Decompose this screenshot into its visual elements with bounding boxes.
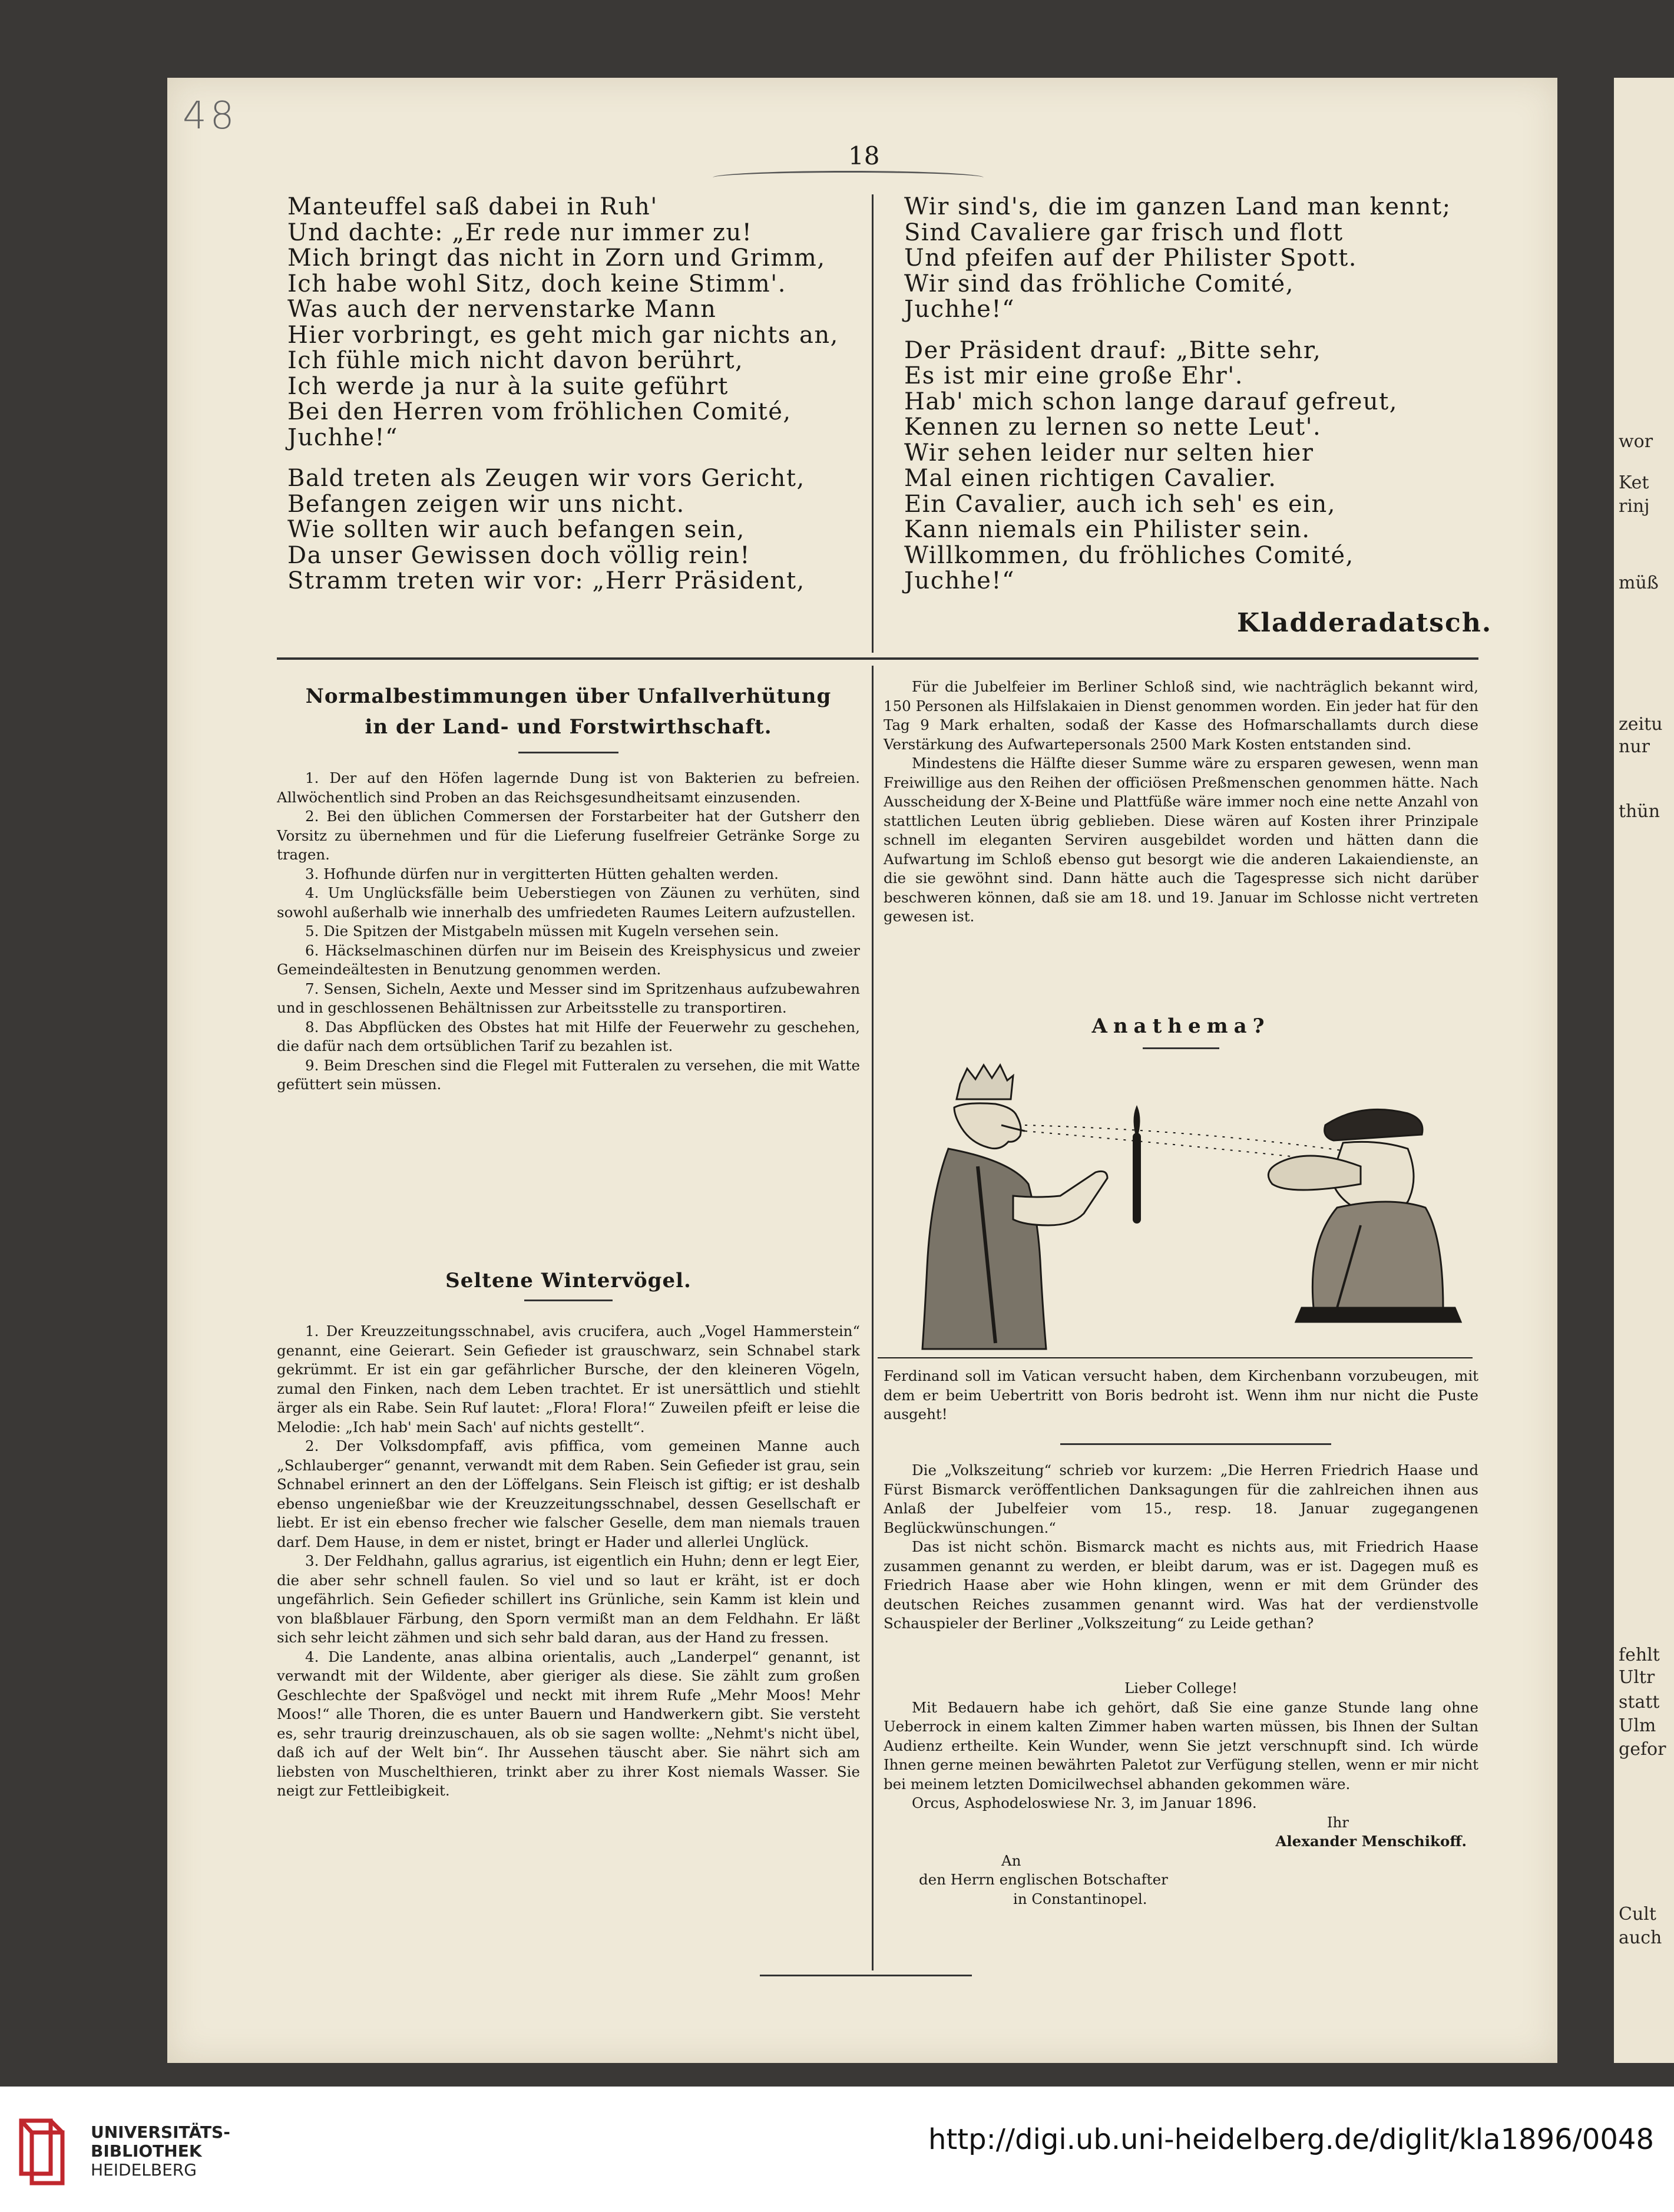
- poem-line: Hab' mich schon lange darauf gefreut,: [904, 388, 1398, 415]
- end-rule: [760, 1975, 972, 1976]
- paragraph: 4. Die Landente, anas albina orientalis, auch „Landerpel“ genannt, ist verwandt mit der Wildente, aber gieriger als diese. Sie zählt zum großen Geschlechte der Spaßvögel und neckt mit ihrem Rufe „Mehr Moos! Mehr Moos!“ alle Thoren, die es unter Bauern und Handwerkern gibt. Sie versteht es, sehr traurig dreinzuschauen, als ob sie sagen wollte: „Nehmt's nicht übel, daß ich auf der Welt bin“. Ihr Aussehen täuscht aber. Sie nährt sich am liebsten von Muschelthieren, trinkt aber zu ihrer Kost niemals Wasser. Sie neigt zur Fettleibigkeit.: [277, 1648, 860, 1799]
- paragraph: 2. Bei den üblichen Commersen der Forstarbeiter hat der Gutsherr den Vorsitz zu übernehmen und für die Lieferung fuselfreier Getränke Sorge zu tragen.: [277, 808, 860, 863]
- title-ornament: [518, 752, 618, 753]
- caricature-illustration: [878, 1060, 1473, 1367]
- letter-address: den Herrn englischen Botschafter: [919, 1871, 1168, 1888]
- caption-text: Ferdinand soll im Vatican versucht haben, dem Kirchenbann vorzubeugen, mit dem er beim Uebertritt von Boris bedroht ist. Wenn ihm nur nicht die Puste ausgeht!: [884, 1367, 1478, 1423]
- poem-line: Ich habe wohl Sitz, doch keine Stimm'.: [287, 270, 786, 297]
- paragraph: 1. Der auf den Höfen lagernde Dung ist von Bakterien zu befreien. Allwöchentlich sind Proben an das Reichsgesundheitsamt einzusenden.: [277, 769, 860, 806]
- poem-line: Ich werde ja nur à la suite geführt: [287, 372, 729, 400]
- adjacent-fragment: statt: [1619, 1692, 1660, 1712]
- winter-article-body: [277, 1322, 860, 1801]
- adjacent-fragment: Ulm: [1619, 1715, 1656, 1736]
- poem-line: Ein Cavalier, auch ich seh' es ein,: [904, 490, 1336, 518]
- paragraph: 4. Um Unglücksfälle beim Ueberstiegen von Zäunen zu verhüten, sind sowohl außerhalb wie innerhalb des umfriedeten Raumes Leitern aufzustellen.: [277, 884, 860, 921]
- poem-line: Mich bringt das nicht in Zorn und Grimm,: [287, 244, 826, 272]
- anathema-caption: [884, 1367, 1478, 1424]
- adjacent-fragment: thün: [1619, 801, 1660, 822]
- header-ornament: [713, 171, 984, 184]
- paragraph: 1. Der Kreuzzeitungsschnabel, avis crucifera, auch „Vogel Hammerstein“ genannt, eine Geierart. Sein Gefieder ist grauschwarz, sein Schnabel stark gekrümmt. Er ist ein gar gefährlicher Bursche, der den kleineren Vögeln, zumal den Finken, nach dem Leben trachtet. Er ist unersättlich und stiehlt ärger als ein Rabe. Sein Ruf lautet: „Flora! Flora!“ Zuweilen pfeift er leise die Melodie: „Ich hab' mein Sach' auf nichts gestellt“.: [277, 1322, 860, 1436]
- poem-line: Und pfeifen auf der Philister Spott.: [904, 244, 1357, 272]
- poem-stanza: [904, 194, 1451, 323]
- poem-stanza: [287, 194, 839, 451]
- poem-line: Befangen zeigen wir uns nicht.: [287, 490, 685, 518]
- poem-stanza: [287, 466, 839, 594]
- poem-line: Hier vorbringt, es geht mich gar nichts an,: [287, 321, 839, 349]
- column-divider: [872, 194, 874, 653]
- adjacent-fragment: zeitu: [1619, 714, 1663, 735]
- poem-line: Da unser Gewissen doch völlig rein!: [287, 541, 750, 569]
- paragraph: 6. Häckselmaschinen dürfen nur im Beisein des Kreisphysicus und zweier Gemeindeältesten in Benutzung genommen werden.: [277, 941, 860, 978]
- paragraph: 7. Sensen, Sicheln, Aexte und Messer sind im Spritzenhaus aufzubewahren und in geschlossenen Behältnissen zur Arbeitsstelle zu transportiren.: [277, 980, 860, 1016]
- title-ornament: [524, 1300, 613, 1301]
- adjacent-fragment: wor: [1619, 431, 1653, 452]
- poem-left-column: [287, 194, 839, 610]
- paragraph: 3. Der Feldhahn, gallus agrarius, ist eigentlich ein Huhn; denn er legt Eier, die aber sehr schnell faulen. So viel und so laut er kräht, ist er doch ungefährlich. Sein Gefieder schillert ins Grünliche, sein Kamm ist klein und von blaßblauer Färbung, den Sporn vermißt man an dem Feldhahn. Er läßt sich sehr leicht zähmen und sich sehr bald daran, aus der Hand zu fressen.: [277, 1552, 860, 1646]
- source-url-link[interactable]: http://digi.ub.uni-heidelberg.de/diglit/kla1896/0048: [928, 2123, 1654, 2156]
- poem-line: Mal einen richtigen Cavalier.: [904, 465, 1277, 492]
- library-name[interactable]: [91, 2123, 230, 2180]
- adjacent-fragment: rinj: [1619, 496, 1650, 517]
- poem-line: Bald treten als Zeugen wir vors Gericht,: [287, 465, 805, 492]
- section-title-normal: [277, 681, 860, 742]
- paragraph: Die „Volkszeitung“ schrieb vor kurzem: „Die Herren Friedrich Haase und Fürst Bismarck veröffentlichen Danksagungen für die zahlreichen ihnen aus Anlaß der Jubelfeier vom 15., resp. 18. Januar zugegangenen Beglückwünschungen.“: [884, 1462, 1478, 1536]
- paragraph: 9. Beim Dreschen sind die Flegel mit Futteralen zu versehen, die mit Watte gefüttert sein müssen.: [277, 1056, 860, 1093]
- adjacent-fragment: fehlt: [1619, 1645, 1660, 1665]
- letter-address: An: [1001, 1851, 1021, 1869]
- section-title-winter: Seltene Wintervögel.: [445, 1269, 692, 1292]
- paragraph: 3. Hofhunde dürfen nur in vergitterten Hütten gehalten werden.: [305, 865, 779, 882]
- poem-line: Wie sollten wir auch befangen sein,: [287, 516, 745, 543]
- title-line: in der Land- und Forstwirthschaft.: [365, 715, 772, 739]
- adjacent-fragment: Cult: [1619, 1904, 1656, 1925]
- poem-line: Juchhe!“: [904, 567, 1015, 594]
- adjacent-fragment: Ultr: [1619, 1667, 1655, 1688]
- letter-text: Mit Bedauern habe ich gehört, daß Sie eine ganze Stunde lang ohne Ueberrock in einem kalten Zimmer haben warten müssen, bis Ihnen der Sultan Audienz ertheilte. Kein Wunder, wenn Sie jetzt verschnupft sind. Ich würde Ihnen gerne meinen bewährten Paletot zur Verfügung stellen, wenn er mir nicht bei meinem letzten Domicilwechsel abhanden gekommen wäre.: [884, 1698, 1478, 1793]
- page-number: 18: [848, 141, 880, 170]
- poem-line: Wir sind das fröhliche Comité,: [904, 270, 1294, 297]
- letter-address: in Constantinopel.: [1013, 1890, 1147, 1907]
- poem-line: Kann niemals ein Philister sein.: [904, 516, 1311, 543]
- poem-right-column: [904, 194, 1451, 610]
- volkszeitung-article-body: [884, 1461, 1478, 1634]
- caption-rule: [1060, 1443, 1331, 1445]
- section-title-anathema: Anathema?: [1091, 1014, 1271, 1038]
- library-name-line: BIBLIOTHEK: [91, 2141, 202, 2161]
- letter-closing: Ihr: [1326, 1813, 1349, 1831]
- section-divider: [277, 657, 1478, 660]
- adjacent-fragment: müß: [1619, 573, 1659, 593]
- poem-line: Juchhe!“: [904, 296, 1015, 323]
- title-line: Normalbestimmungen über Unfallverhütung: [305, 685, 832, 708]
- adjacent-fragment: Ket: [1619, 472, 1649, 493]
- adjacent-page-edge: [1614, 78, 1674, 2063]
- title-ornament: [1143, 1047, 1219, 1049]
- letter-place-date: Orcus, Asphodeloswiese Nr. 3, im Januar 1896.: [912, 1794, 1257, 1811]
- university-library-logo-icon[interactable]: [15, 2109, 74, 2185]
- pencil-page-mark: 48: [183, 94, 238, 138]
- adjacent-fragment: auch: [1619, 1927, 1662, 1948]
- poem-line: Und dachte: „Er rede nur immer zu!: [287, 219, 753, 246]
- paragraph: 2. Der Volksdompfaff, avis pfiffica, vom gemeinen Manne auch „Schlauberger“ genannt, verwandt mit dem Raben. Sein Gefieder ist grau, sein Schnabel erinnert an den der Löffelgans. Sein Fleisch ist giftig; er ist deshalb ebenso ungenießbar wie der Kreuzzeitungsschnabel, dessen Gesellschaft er liebt. Er ist ein ebenso frecher wie falscher Geselle, dem man niemals trauen darf. Dem Hause, in dem er nistet, bringt er Hader und allerlei Unglück.: [277, 1437, 860, 1550]
- poem-line: Bei den Herren vom fröhlichen Comité,: [287, 398, 792, 425]
- letter-signer: Alexander Menschikoff.: [1275, 1833, 1467, 1850]
- poem-signature: Kladderadatsch.: [1237, 608, 1493, 638]
- paragraph: Für die Jubelfeier im Berliner Schloß sind, wie nachträglich bekannt wird, 150 Personen als Hilfslakaien in Dienst genommen worden. Ein jeder hat für den Tag 9 Mark erhalten, sodaß der Kasse des Hofmarschallamts durch diese Verstärkung des Aufwartepersonals 2500 Mark Kosten entstanden sind.: [884, 678, 1478, 753]
- poem-line: Was auch der nervenstarke Mann: [287, 296, 717, 323]
- poem-line: Ich fühle mich nicht davon berührt,: [287, 347, 744, 374]
- library-name-line: HEIDELBERG: [91, 2160, 197, 2180]
- poem-stanza: [904, 338, 1451, 594]
- column-divider: [872, 666, 874, 1970]
- paragraph: Das ist nicht schön. Bismarck macht es nichts aus, mit Friedrich Haase zusammen genannt zu werden, er bleibt darum, was er ist. Dagegen muß es Friedrich Haase aber wie Hohn klingen, wenn er mit dem Gründer des deutschen Reiches zusammen genannt wird. Was hat der verdienstvolle Schauspieler der Berliner „Volkszeitung“ zu Leide gethan?: [884, 1538, 1478, 1632]
- paragraph: 8. Das Abpflücken des Obstes hat mit Hilfe der Feuerwehr zu geschehen, die dafür nach dem ortsüblichen Tarif zu bezahlen ist.: [277, 1018, 860, 1054]
- poem-line: Der Präsident drauf: „Bitte sehr,: [904, 336, 1322, 364]
- library-footer: [0, 2087, 1674, 2212]
- letter-salutation: Lieber College!: [1124, 1679, 1238, 1697]
- poem-line: Wir sehen leider nur selten hier: [904, 439, 1314, 467]
- poem-line: Manteuffel saß dabei in Ruh': [287, 193, 658, 220]
- poem-line: Willkommen, du fröhliches Comité,: [904, 541, 1354, 569]
- paragraph: Mindestens die Hälfte dieser Summe wäre zu ersparen gewesen, wenn man Freiwillige aus den Reihen der officiösen Preßmenschen genommen hätte. Nach Ausscheidung der X-Beine und Plattfüße wäre immer noch eine nette Anzahl von stattlichen Leuten übrig geblieben. Diese wären auf Kosten ihrer Prinzipale schnell im eleganten Serviren ausgebildet worden und hätten dann die Aufwartung im Schloß ebenso gut besorgt wie die anderen Lakaiendienste, an die sie gewöhnt sind. Dann hätte auch die Tagespresse sich nicht darüber beschweren können, daß sie am 18. und 19. Januar im Schlosse nicht vertreten gewesen ist.: [884, 755, 1478, 925]
- paragraph: 5. Die Spitzen der Mistgabeln müssen mit Kugeln versehen sein.: [305, 923, 779, 940]
- poem-line: Stramm treten wir vor: „Herr Präsident,: [287, 567, 805, 594]
- poem-line: Kennen zu lernen so nette Leut'.: [904, 414, 1322, 441]
- poem-line: Wir sind's, die im ganzen Land man kennt;: [904, 193, 1451, 220]
- adjacent-fragment: gefor: [1619, 1739, 1666, 1760]
- poem-line: Juchhe!“: [287, 424, 398, 451]
- jubel-article-body: [884, 677, 1478, 927]
- adjacent-fragment: nur: [1619, 736, 1650, 757]
- poem-line: Es ist mir eine große Ehr'.: [904, 362, 1243, 389]
- library-name-line: UNIVERSITÄTS-: [91, 2122, 230, 2142]
- normal-article-body: [277, 769, 860, 1095]
- poem-line: Sind Cavaliere gar frisch und flott: [904, 219, 1344, 246]
- letter-body: [884, 1679, 1478, 1909]
